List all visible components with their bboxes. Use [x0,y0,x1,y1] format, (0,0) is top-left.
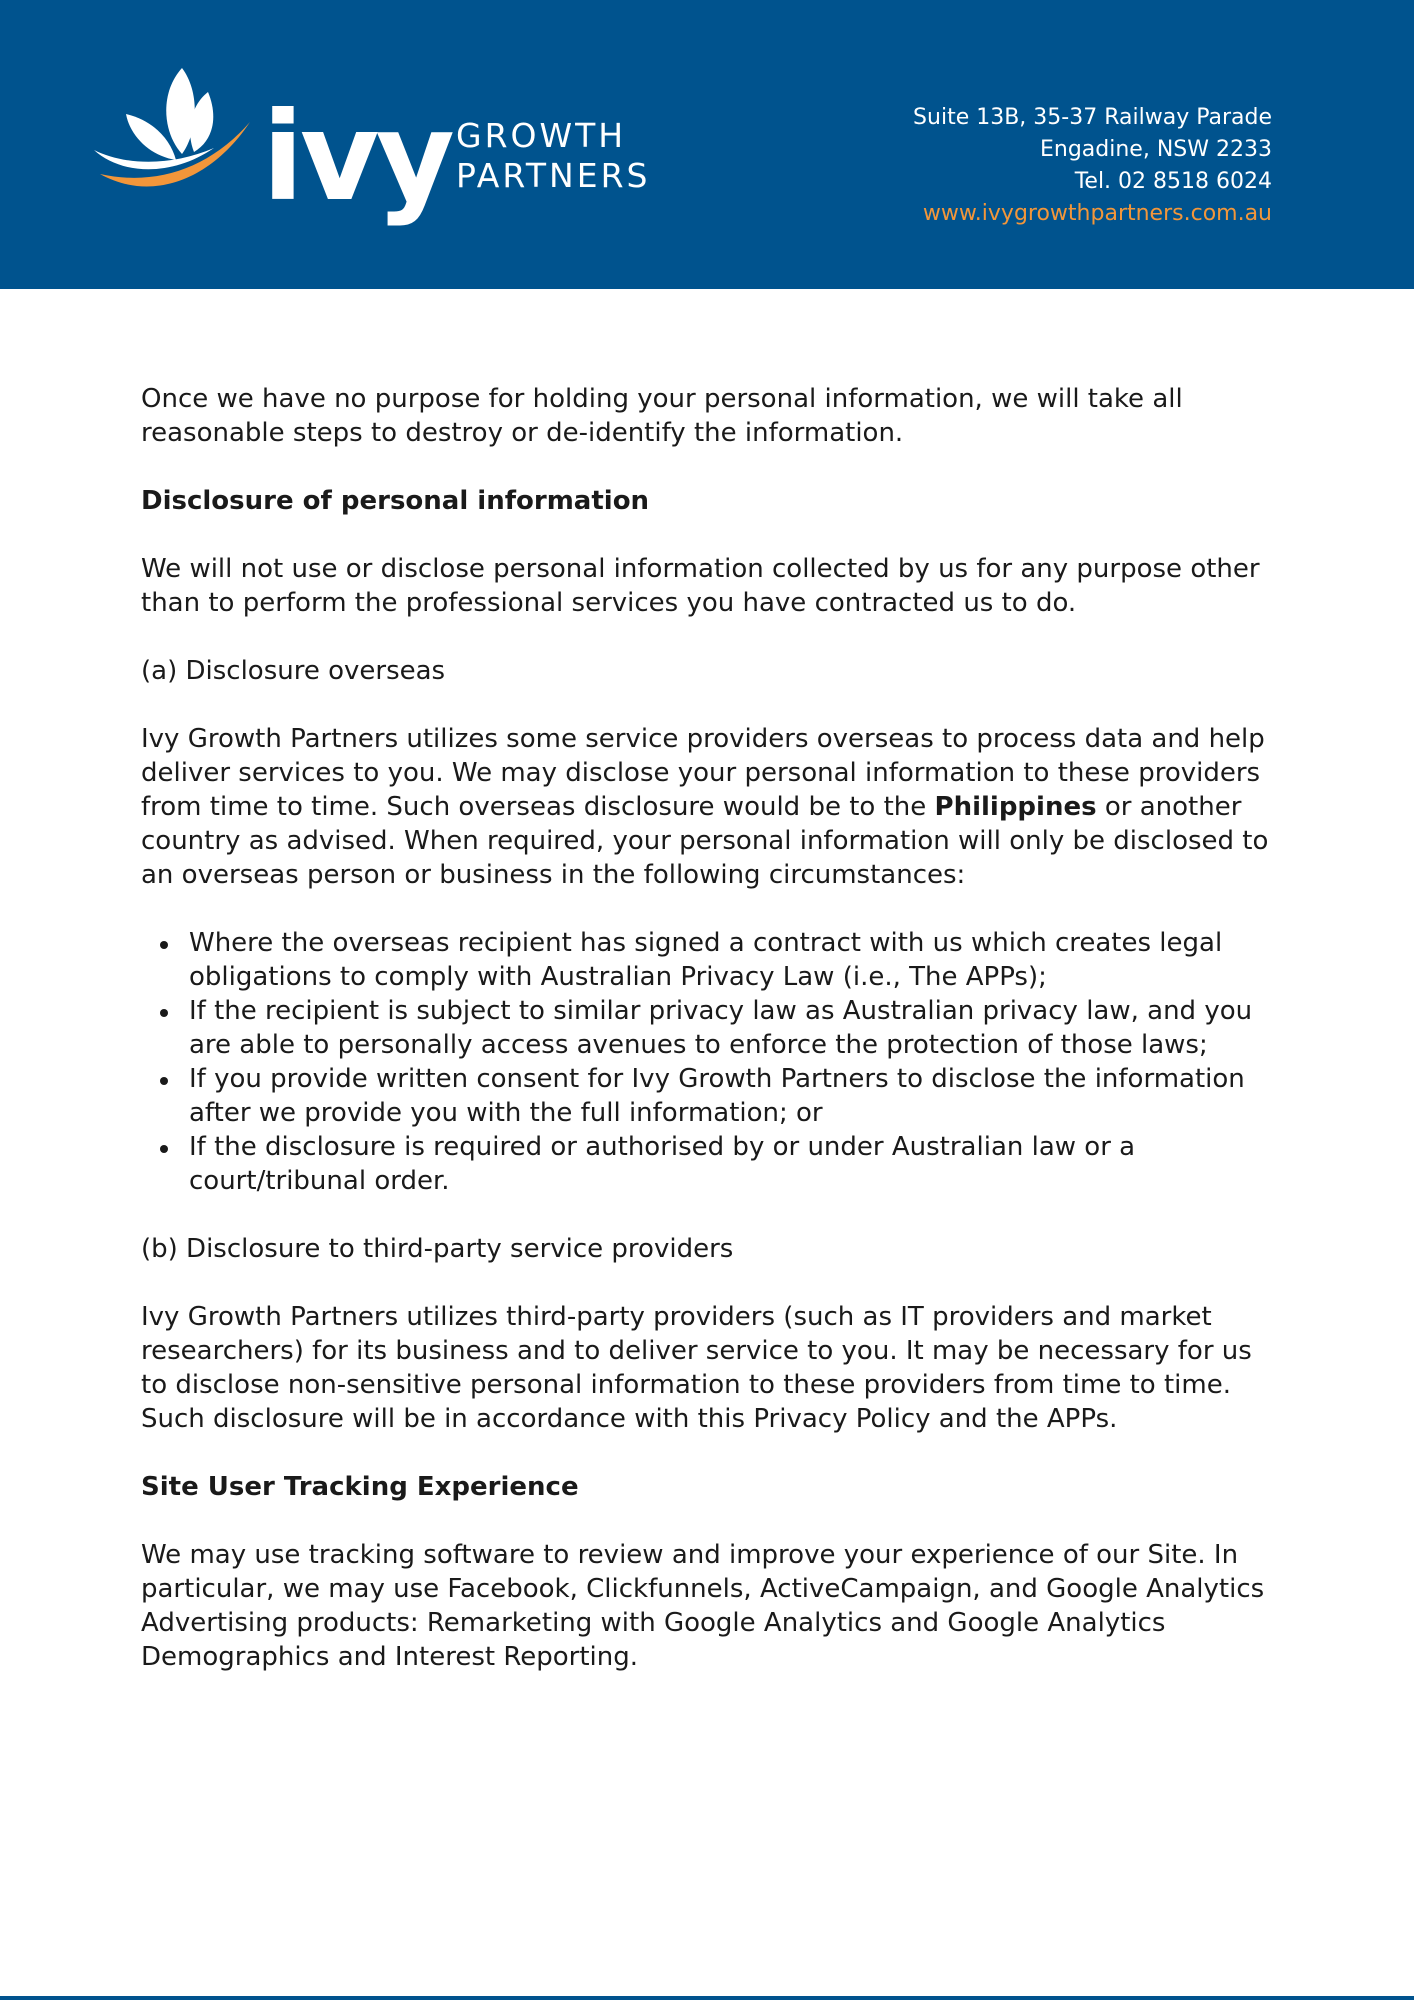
third-party-subheading: (b) Disclosure to third-party service providers [141,1234,734,1264]
document-body [141,382,1281,1708]
letterhead-banner [0,0,1414,289]
retention-paragraph: Once we have no purpose for holding your personal information, we will take all reasonable steps to destroy or de-identify the information. [141,384,1183,448]
disclosure-paragraph: We will not use or disclose personal information collected by us for any purpose other than to perform the professional services you have contracted us to do. [141,554,1260,618]
list-item: Where the overseas recipient has signed a contract with us which creates legal obligations to comply with Australian Privacy Law (i.e., The APPs); [141,926,1281,994]
disclosure-heading: Disclosure of personal information [141,486,650,516]
logo-subtitle-line1: GROWTH [456,116,627,155]
contact-block [913,102,1272,230]
list-item: If the disclosure is required or authorised by or under Australian law or a court/tribunal order. [141,1130,1281,1198]
phone-number: Tel. 02 8518 6024 [1074,169,1272,194]
overseas-text-start: Ivy Growth Partners utilizes some service providers overseas to process data and help deliver services to you. We may disclose your personal information to these providers from time to time. Such overseas disclosure would be to the [141,724,1265,822]
circumstances-list [141,926,1281,1198]
list-item: If the recipient is subject to similar privacy law as Australian privacy law, and you are able to personally access avenues to enforce the protection of those laws; [141,994,1281,1062]
address-line-2: Engadine, NSW 2233 [1040,137,1272,162]
footer-divider [0,1996,1414,2000]
overseas-country: Philippines [934,792,1097,822]
address-line-1: Suite 13B, 35-37 Railway Parade [913,105,1272,130]
logo-subtitle-line2: PARTNERS [456,156,651,195]
website-link[interactable]: www.ivygrowthpartners.com.au [922,201,1272,226]
list-item: If you provide written consent for Ivy Growth Partners to disclose the information after we provide you with the full information; or [141,1062,1281,1130]
company-logo [90,62,690,228]
logo-wordmark: ivy [262,86,451,228]
overseas-text-end: or another country as advised. When required, your personal information will only be disclosed to an overseas person or business in the following circumstances: [141,792,1269,890]
overseas-paragraph [141,722,1281,892]
overseas-subheading: (a) Disclosure overseas [141,656,446,686]
third-party-paragraph: Ivy Growth Partners utilizes third-party providers (such as IT providers and market researchers) for its business and to deliver service to you. It may be necessary for us to disclose non-sensitive personal information to these providers from time to time. Such disclosure will be in accordance with this Privacy Policy and the APPs. [141,1302,1252,1434]
tracking-heading: Site User Tracking Experience [141,1472,579,1502]
leaf-logo-icon [90,62,260,202]
tracking-paragraph: We may use tracking software to review and improve your experience of our Site. In particular, we may use Facebook, Clickfunnels, ActiveCampaign, and Google Analytics Advertising products: Remarketing with Google Analytics and Google Analytics Demographics and Interest Reporting. [141,1540,1265,1672]
